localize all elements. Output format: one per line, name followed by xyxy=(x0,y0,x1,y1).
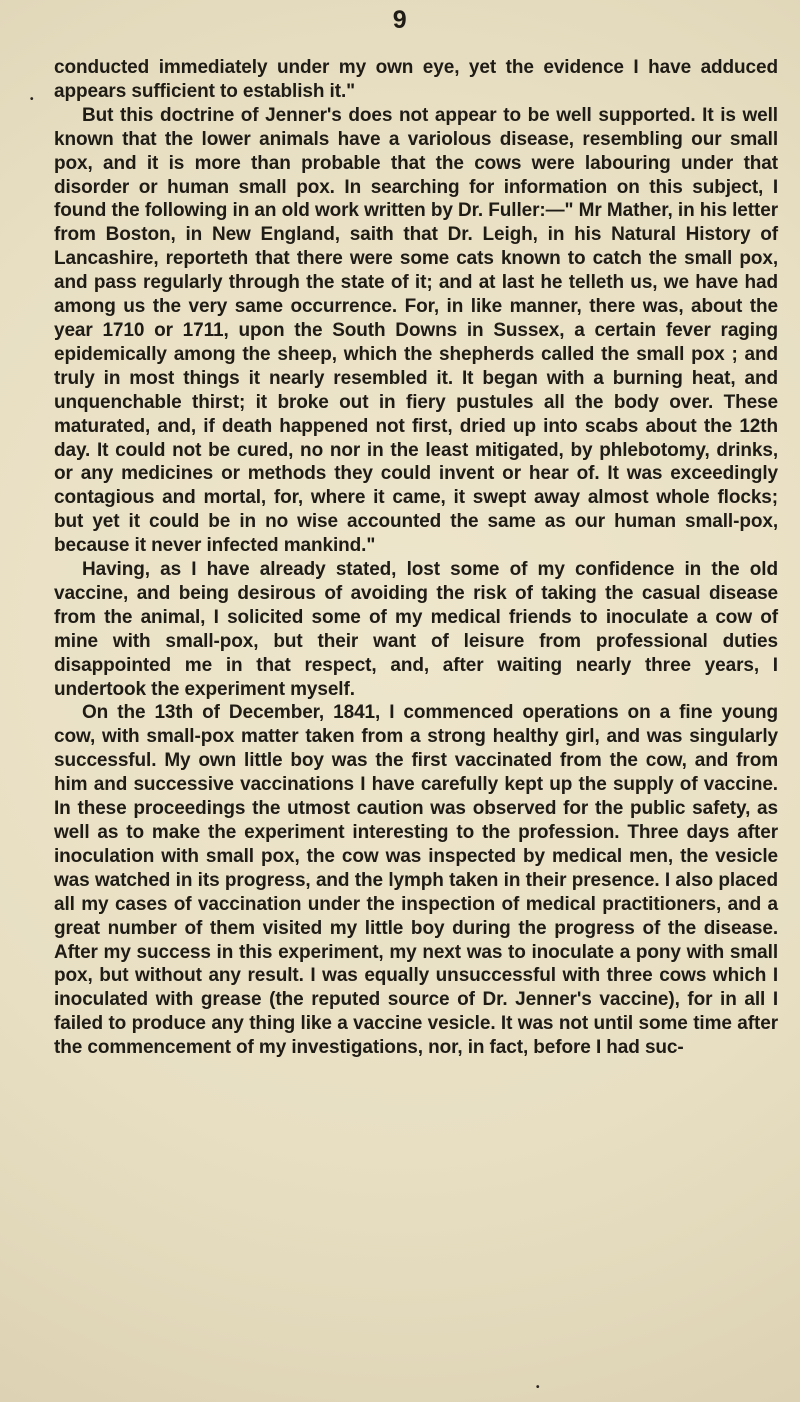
page-number: 9 xyxy=(392,6,408,34)
paragraph-jenner-doctrine: But this doctrine of Jenner's does not appear to be well supported. It is well known that the lower animals have a variolous disease, resembling our small pox, and it is more than probable that the cows were labouring under that disorder or human small pox. In searching for information on this subject, I found the following in an old work written by Dr. Fuller:—" Mr Mather, in his letter from Boston, in New England, saith that Dr. Leigh, in his Natural History of Lancashire, reporteth that there were some cats known to catch the small pox, and pass regularly through the state of it; and at last he telleth us, we have had among us the very same occurrence. For, in like manner, there was, about the year 1710 or 1711, upon the South Downs in Sussex, a certain fever raging epidemically among the sheep, which the shepherds called the small pox ; and truly in most things it nearly resembled it. It began with a burning heat, and unquenchable thirst; it broke out in fiery pustules all the body over. These maturated, and, if death happened not first, dried up into scabs about the 12th day. It could not be cured, no nor in the least mitigated, by phlebotomy, drinks, or any medicines or methods they could invent or hear of. It was exceedingly contagious and mortal, for, where it came, it swept away almost whole flocks; but yet it could be in no wise accounted the same as our human small-pox, because it never infected mankind." xyxy=(54,104,778,557)
paragraph-continuation: conducted immediately under my own eye, yet the evidence I have adduced appears sufficient to establish it." xyxy=(54,57,778,102)
paragraph-confidence-lost: Having, as I have already stated, lost some of my confidence in the old vaccine, and being desirous of avoiding the risk of taking the casual disease from the animal, I solicited some of my medical friends to inoculate a cow of mine with small-pox, but their want of leisure from professional duties disappointed me in that respect, and, after waiting nearly three years, I undertook the experiment myself. xyxy=(54,559,778,700)
margin-mark: • xyxy=(536,1382,540,1393)
margin-mark: • xyxy=(30,94,34,105)
body-text xyxy=(54,56,778,1060)
paragraph-experiment: On the 13th of December, 1841, I commenced operations on a fine young cow, with small-pox matter taken from a strong healthy girl, and was singularly successful. My own little boy was the first vaccinated from the cow, and from him and successive vaccinations I have carefully kept up the supply of vaccine. In these proceedings the utmost caution was observed for the public safety, as well as to make the experiment interesting to the profession. Three days after inoculation with small pox, the cow was inspected by medical men, the vesicle was watched in its progress, and the lymph taken in their presence. I also placed all my cases of vaccination under the inspection of medical practitioners, and a great number of them visited my little boy during the progress of the disease. After my success in this experiment, my next was to inoculate a pony with small pox, but without any result. I was equally unsuccessful with three cows which I inoculated with grease (the reputed source of Dr. Jenner's vaccine), for in all I failed to produce any thing like a vaccine vesicle. It was not until some time after the commencement of my investigations, nor, in fact, before I had suc- xyxy=(54,702,778,1059)
